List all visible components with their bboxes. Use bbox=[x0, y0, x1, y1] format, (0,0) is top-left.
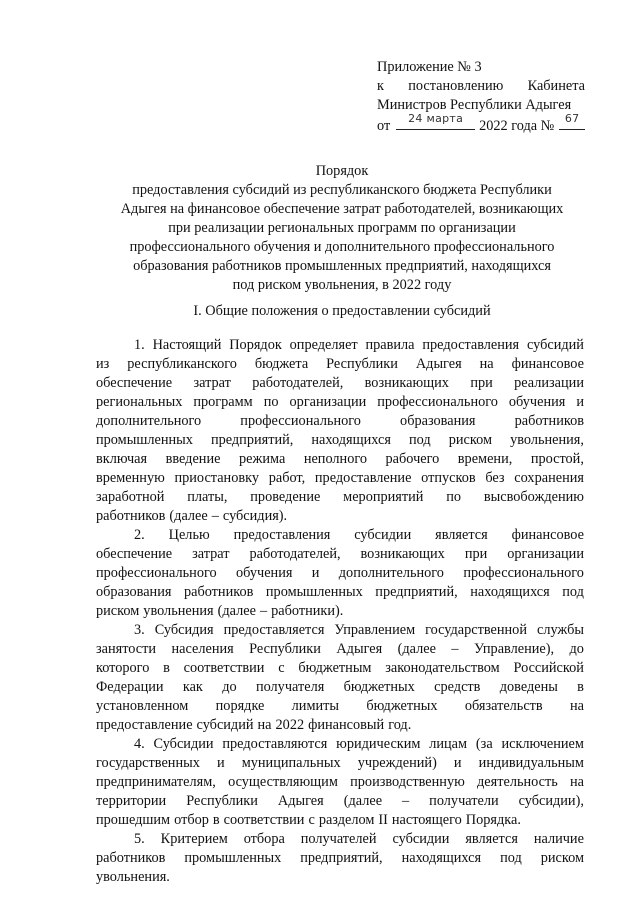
appendix-block bbox=[377, 58, 585, 134]
paragraph-line: из республиканского бюджета Республики Адыгея на финансовое bbox=[96, 356, 584, 372]
paragraph-line: 1. Настоящий Порядок определяет правила предоставления субсидий bbox=[134, 337, 584, 353]
appendix-title: Приложение № 3 bbox=[377, 59, 482, 75]
section-heading: I. Общие положения о предоставлении субсидий bbox=[193, 303, 491, 319]
handwritten-number: 67 bbox=[564, 112, 580, 125]
date-field bbox=[396, 112, 475, 130]
number-field bbox=[559, 112, 585, 130]
title-line: Адыгея на финансовое обеспечение затрат работодателей, возникающих bbox=[120, 201, 564, 217]
paragraph-line: образования работников промышленных предприятий, находящихся под bbox=[96, 584, 584, 600]
paragraph-line: профессионального обучения и дополнительного профессионального bbox=[96, 565, 584, 581]
appendix-word: постановлению bbox=[408, 78, 504, 94]
paragraph-line: 5. Критерием отбора получателей субсидии является наличие bbox=[134, 831, 584, 847]
title-heading: Порядок bbox=[315, 163, 369, 179]
appendix-resolution-line bbox=[377, 77, 585, 96]
appendix-ministers-line: Министров Республики Адыгея bbox=[377, 97, 572, 113]
date-prefix: от bbox=[377, 118, 391, 134]
paragraph-line: занятости населения Республики Адыгея (далее – Управление), до bbox=[96, 641, 584, 657]
paragraph-line: региональных программ по организации профессионального обучения и bbox=[96, 394, 584, 410]
title-line: предоставления субсидий из республиканского бюджета Республики bbox=[132, 182, 552, 198]
paragraph-line: временную приостановку работ, предоставление отпусков без сохранения bbox=[96, 470, 584, 486]
paragraph-line: предоставление субсидий на 2022 финансовый год. bbox=[96, 717, 412, 733]
paragraph-line: включая введение режима неполного рабочего времени, простой, bbox=[96, 451, 584, 467]
paragraph bbox=[96, 336, 584, 526]
paragraph-line: работников (далее – субсидия). bbox=[96, 508, 288, 524]
paragraph-line: которого в соответствии с бюджетным законодательством Российской bbox=[96, 660, 584, 676]
paragraph-line: обеспечение затрат работодателей, возникающих при реализации bbox=[96, 375, 584, 391]
paragraph-line: предпринимателям, осуществляющим производственную деятельность на bbox=[96, 774, 584, 790]
appendix-word: к bbox=[377, 78, 384, 94]
document-title bbox=[100, 162, 584, 295]
paragraph-line: увольнения. bbox=[96, 869, 170, 885]
paragraph bbox=[96, 526, 584, 621]
paragraph-line: работников промышленных предприятий, находящихся под риском bbox=[96, 850, 584, 866]
paragraph-line: обеспечение затрат работодателей, возникающих при организации bbox=[96, 546, 584, 562]
title-line: профессионального обучения и дополнительного профессионального bbox=[129, 239, 555, 255]
paragraph bbox=[96, 735, 584, 830]
title-line: образования работников промышленных предприятий, находящихся bbox=[133, 258, 551, 274]
title-line: при реализации региональных программ по организации bbox=[168, 220, 516, 236]
paragraph-line: 2. Целью предоставления субсидии является финансовое bbox=[134, 527, 584, 543]
appendix-date-line bbox=[377, 112, 585, 134]
paragraph-line: дополнительного профессионального образования работников bbox=[96, 413, 584, 429]
paragraph-line: прошедшим отбор в соответствии с разделом II настоящего Порядка. bbox=[96, 812, 521, 828]
paragraph-line: риском увольнения (далее – работники). bbox=[96, 603, 344, 619]
paragraph-line: установленном порядке лимиты бюджетных обязательств на bbox=[96, 698, 584, 714]
date-year: 2022 года № bbox=[479, 118, 555, 134]
paragraph bbox=[96, 621, 584, 735]
paragraph-line: промышленных предприятий, находящихся под риском увольнения, bbox=[96, 432, 584, 448]
document-body bbox=[96, 336, 584, 887]
paragraph-line: территории Республики Адыгея (далее – получатели субсидии), bbox=[96, 793, 584, 809]
appendix-word: Кабинета bbox=[527, 78, 585, 94]
paragraph-line: 4. Субсидии предоставляются юридическим лицам (за исключением bbox=[134, 736, 584, 752]
title-line: под риском увольнения, в 2022 году bbox=[232, 277, 452, 293]
paragraph bbox=[96, 830, 584, 887]
paragraph-line: государственных и муниципальных учреждений) и индивидуальным bbox=[96, 755, 584, 771]
paragraph-line: Федерации как до получателя бюджетных средств доведены в bbox=[96, 679, 584, 695]
handwritten-date: 24 марта bbox=[408, 112, 464, 125]
paragraph-line: заработной платы, проведение мероприятий по высвобождению bbox=[96, 489, 584, 505]
paragraph-line: 3. Субсидия предоставляется Управлением государственной службы bbox=[134, 622, 584, 638]
